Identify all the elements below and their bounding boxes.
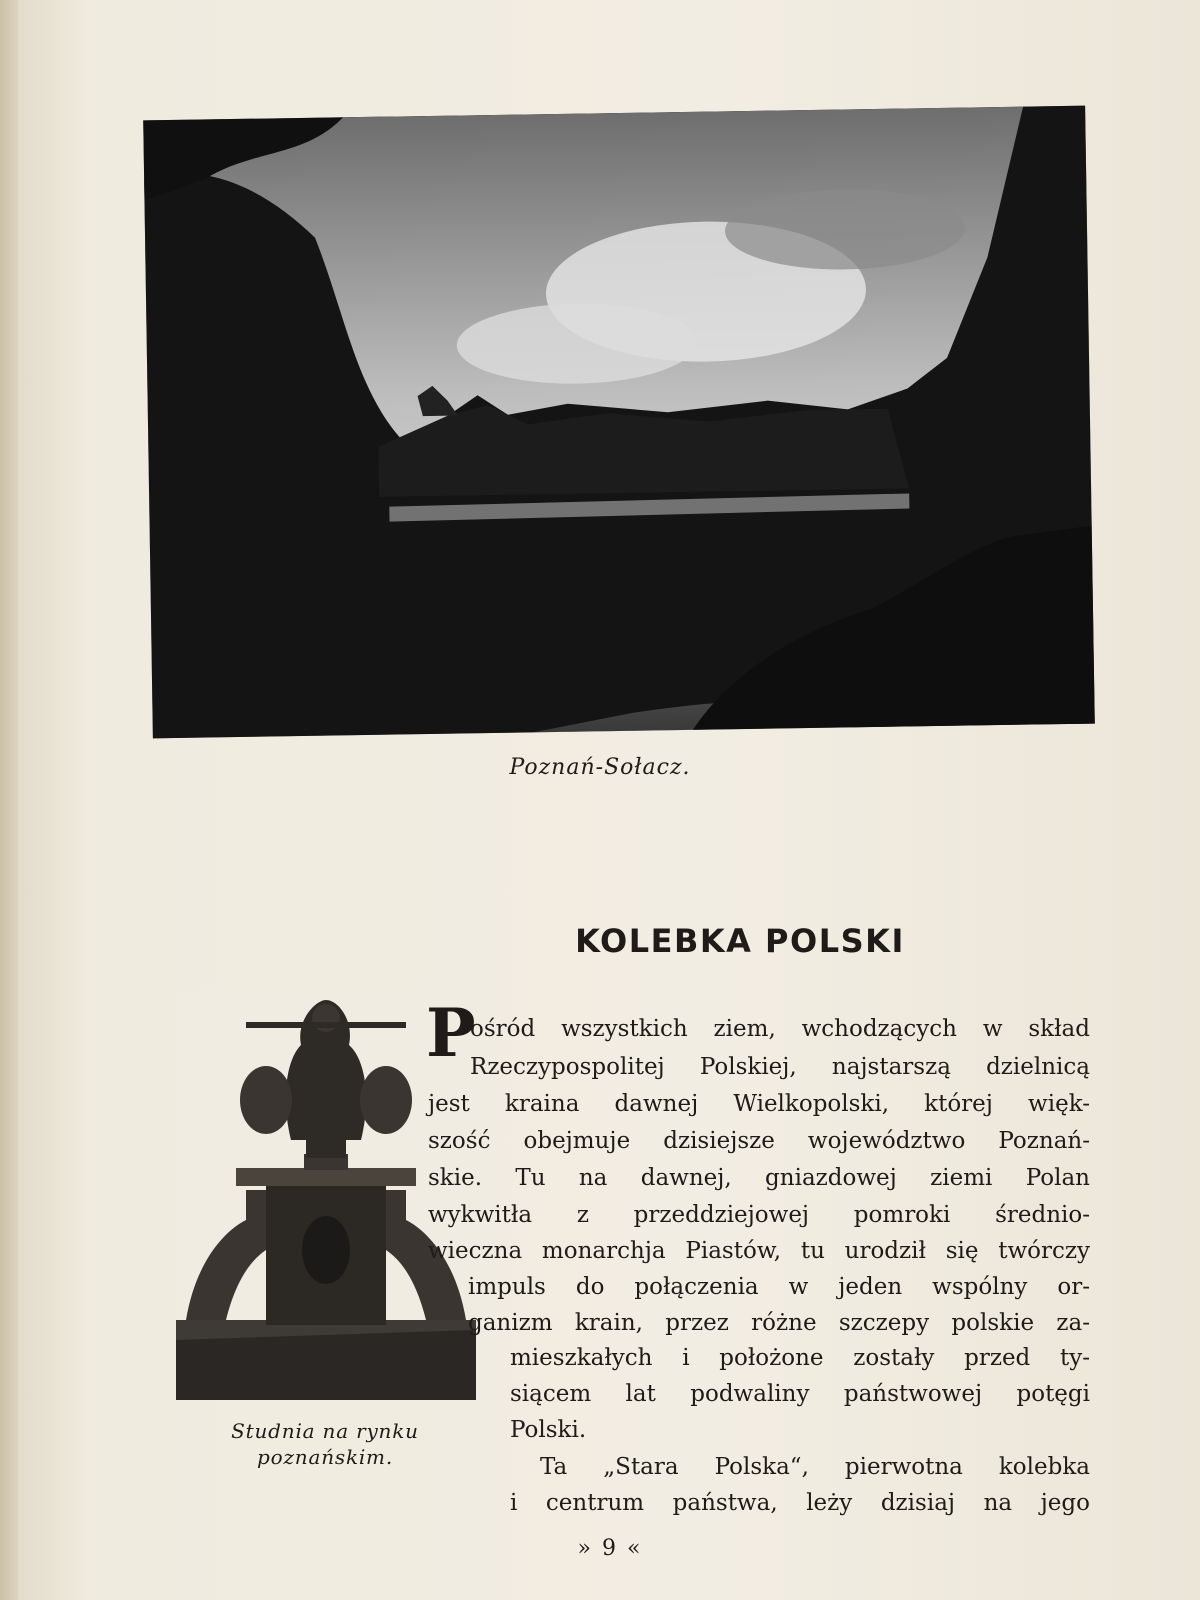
text-line: mieszkałych i położone zostały przed ty- xyxy=(510,1345,1090,1371)
text-line: i centrum państwa, leży dzisiaj na jego xyxy=(510,1490,1090,1516)
photo-lake-solacz xyxy=(143,106,1095,739)
text-line: Polski. xyxy=(510,1417,587,1443)
page-number: » 9 « xyxy=(577,1536,643,1561)
text-line: wykwitła z przeddziejowej pomroki średnio- xyxy=(428,1202,1090,1228)
text-line: ganizm krain, przez różne szczepy polskie za- xyxy=(468,1310,1090,1336)
drop-cap: P xyxy=(426,994,476,1072)
text-line: ośród wszystkich ziem, wchodzących w skład xyxy=(470,1016,1090,1042)
text-line: siącem lat podwaliny państwowej potęgi xyxy=(510,1381,1090,1407)
text-line: impuls do połączenia w jeden wspólny or- xyxy=(468,1274,1090,1300)
book-spine xyxy=(0,0,18,1600)
statue-caption-line: Studnia na rynku xyxy=(231,1419,419,1443)
photo-caption: Poznań-Sołacz. xyxy=(509,755,691,780)
page-title: KOLEBKA POLSKI xyxy=(575,922,905,960)
text-line: Ta „Stara Polska“, pierwotna kolebka xyxy=(540,1454,1090,1480)
text-line: szość obejmuje dzisiejsze województwo Poznań- xyxy=(428,1128,1090,1154)
text-line: wieczna monarchja Piastów, tu urodził się twórczy xyxy=(428,1238,1090,1264)
statue-caption xyxy=(190,1418,460,1470)
text-line: jest kraina dawnej Wielkopolski, której więk- xyxy=(428,1091,1090,1117)
statue-caption-line: poznańskim. xyxy=(257,1445,393,1469)
text-line: Rzeczypospolitej Polskiej, najstarszą dzielnicą xyxy=(470,1054,1090,1080)
text-line: skie. Tu na dawnej, gniazdowej ziemi Polan xyxy=(428,1165,1090,1191)
